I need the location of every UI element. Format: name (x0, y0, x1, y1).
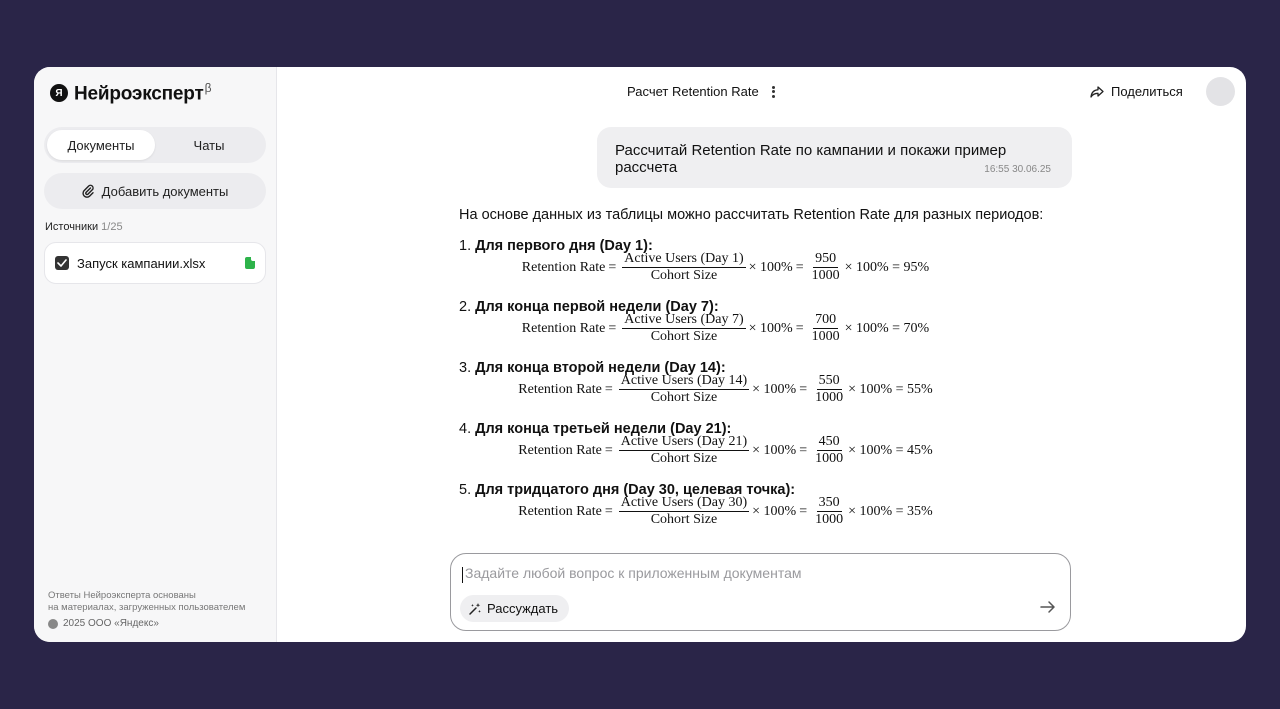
sources-count: 1/25 (101, 221, 123, 233)
value-numerator: 550 (818, 373, 840, 388)
step-number: 1. (459, 238, 472, 254)
answer-step (459, 238, 1159, 284)
formula-fraction (622, 312, 745, 345)
formula-result: × 100% = 55% (848, 381, 933, 397)
sources-heading (44, 221, 266, 233)
share-label: Поделиться (1111, 84, 1183, 99)
step-title-text: Для тридцатого дня (Day 30, целевая точка): (475, 482, 796, 498)
copyright-text: 2025 ООО «Яндекс» (63, 618, 159, 629)
answer-step (459, 360, 1159, 406)
tab-documents[interactable]: Документы (47, 130, 155, 160)
formula-denominator: Cohort Size (650, 268, 718, 283)
value-denominator: 1000 (815, 451, 844, 466)
step-title-text: Для конца второй недели (Day 14): (475, 360, 726, 376)
formula-lhs: Retention Rate (518, 442, 602, 458)
sparkle-wand-icon (468, 602, 482, 616)
formula-lhs: Retention Rate (518, 381, 602, 397)
file-checkbox[interactable] (55, 256, 69, 270)
question-input[interactable] (465, 565, 1025, 581)
reasoning-label: Рассуждать (487, 601, 559, 616)
formula-percent: × 100% (748, 259, 793, 275)
formula-fraction (622, 251, 745, 284)
equals-sign: = (795, 259, 804, 275)
add-documents-button[interactable] (44, 173, 266, 209)
retention-formula (459, 251, 992, 284)
assistant-answer (459, 207, 1159, 528)
retention-formula (459, 373, 992, 406)
step-number: 5. (459, 482, 472, 498)
equals-sign: = (604, 503, 613, 519)
formula-numerator: Active Users (Day 7) (624, 312, 744, 327)
logo[interactable] (44, 67, 266, 117)
answer-steps (459, 238, 1159, 528)
paperclip-icon (82, 184, 94, 198)
answer-step (459, 421, 1159, 467)
value-fraction (810, 251, 842, 284)
chat-area (277, 67, 1246, 642)
tab-chats[interactable]: Чаты (193, 137, 225, 153)
formula-percent: × 100% (752, 442, 797, 458)
copyright-icon (48, 619, 58, 629)
copyright (48, 618, 245, 630)
add-documents-label: Добавить документы (101, 183, 229, 199)
value-denominator: 1000 (811, 329, 840, 344)
value-numerator: 950 (815, 251, 837, 266)
value-denominator: 1000 (815, 390, 844, 405)
value-denominator: 1000 (815, 512, 844, 527)
topbar (277, 67, 1246, 117)
formula-denominator: Cohort Size (650, 390, 718, 405)
composer (450, 553, 1071, 631)
value-fraction (813, 495, 845, 528)
send-button[interactable] (1040, 600, 1056, 619)
app-window (34, 67, 1246, 642)
step-title-text: Для первого дня (Day 1): (475, 238, 653, 254)
chat-title[interactable] (627, 84, 779, 99)
file-name: Запуск кампании.xlsx (77, 255, 206, 271)
value-fraction (813, 434, 845, 467)
formula-numerator: Active Users (Day 14) (620, 373, 748, 388)
equals-sign: = (799, 381, 808, 397)
step-number: 3. (459, 360, 472, 376)
retention-formula (459, 312, 992, 345)
step-number: 4. (459, 421, 472, 437)
equals-sign: = (604, 442, 613, 458)
yandex-logo-icon: Я (50, 84, 68, 102)
equals-sign: = (604, 381, 613, 397)
sidebar-tabs (44, 127, 266, 163)
user-message (597, 127, 1072, 188)
answer-intro: На основе данных из таблицы можно рассчитать Retention Rate для разных периодов: (459, 207, 1044, 223)
footer-note-line1: Ответы Нейроэксперта основаны (48, 590, 196, 601)
step-title-text: Для конца первой недели (Day 7): (475, 299, 719, 315)
formula-result: × 100% = 35% (848, 503, 933, 519)
formula-result: × 100% = 95% (844, 259, 930, 275)
share-button[interactable] (1090, 84, 1183, 99)
user-message-text: Рассчитай Retention Rate по кампании и покажи пример рассчета (615, 142, 1007, 176)
more-options-icon[interactable] (769, 85, 779, 99)
formula-lhs: Retention Rate (521, 259, 606, 275)
sidebar (34, 67, 277, 642)
equals-sign: = (608, 259, 617, 275)
formula-percent: × 100% (752, 381, 797, 397)
arrow-right-icon (1040, 600, 1056, 614)
formula-denominator: Cohort Size (650, 329, 718, 344)
value-numerator: 350 (818, 495, 840, 510)
formula-fraction (619, 434, 749, 467)
formula-numerator: Active Users (Day 21) (620, 434, 748, 449)
share-icon (1090, 86, 1104, 98)
sources-label: Источники (45, 221, 99, 233)
formula-denominator: Cohort Size (650, 451, 718, 466)
formula-lhs: Retention Rate (521, 320, 606, 336)
formula-percent: × 100% (752, 503, 797, 519)
avatar[interactable] (1206, 77, 1235, 106)
equals-sign: = (795, 320, 804, 336)
value-numerator: 450 (818, 434, 840, 449)
answer-step (459, 299, 1159, 345)
check-icon (57, 259, 67, 267)
spreadsheet-file-icon (245, 257, 255, 269)
step-title-text: Для конца третьей недели (Day 21): (475, 421, 732, 437)
file-item[interactable] (44, 242, 266, 284)
formula-numerator: Active Users (Day 1) (624, 251, 744, 266)
value-fraction (810, 312, 842, 345)
formula-result: × 100% = 45% (848, 442, 933, 458)
value-fraction (813, 373, 845, 406)
formula-fraction (619, 373, 749, 406)
step-number: 2. (459, 299, 472, 315)
formula-result: × 100% = 70% (844, 320, 930, 336)
equals-sign: = (608, 320, 617, 336)
equals-sign: = (799, 503, 808, 519)
formula-percent: × 100% (748, 320, 793, 336)
value-numerator: 700 (815, 312, 837, 327)
chat-title-text: Расчет Retention Rate (627, 84, 759, 99)
footer-note-line2: на материалах, загруженных пользователем (48, 602, 246, 613)
answer-step (459, 482, 1159, 528)
equals-sign: = (799, 442, 808, 458)
value-denominator: 1000 (811, 268, 840, 283)
reasoning-button[interactable] (460, 595, 569, 622)
formula-numerator: Active Users (Day 30) (620, 495, 748, 510)
user-message-time: 16:55 30.06.25 (984, 164, 1051, 175)
formula-lhs: Retention Rate (518, 503, 602, 519)
text-cursor (462, 567, 463, 583)
sidebar-footer (48, 590, 245, 630)
retention-formula (459, 434, 992, 467)
logo-text: Нейроэксперт$^\beta$ (74, 80, 212, 105)
formula-denominator: Cohort Size (650, 512, 718, 527)
formula-fraction (619, 495, 749, 528)
retention-formula (459, 495, 992, 528)
